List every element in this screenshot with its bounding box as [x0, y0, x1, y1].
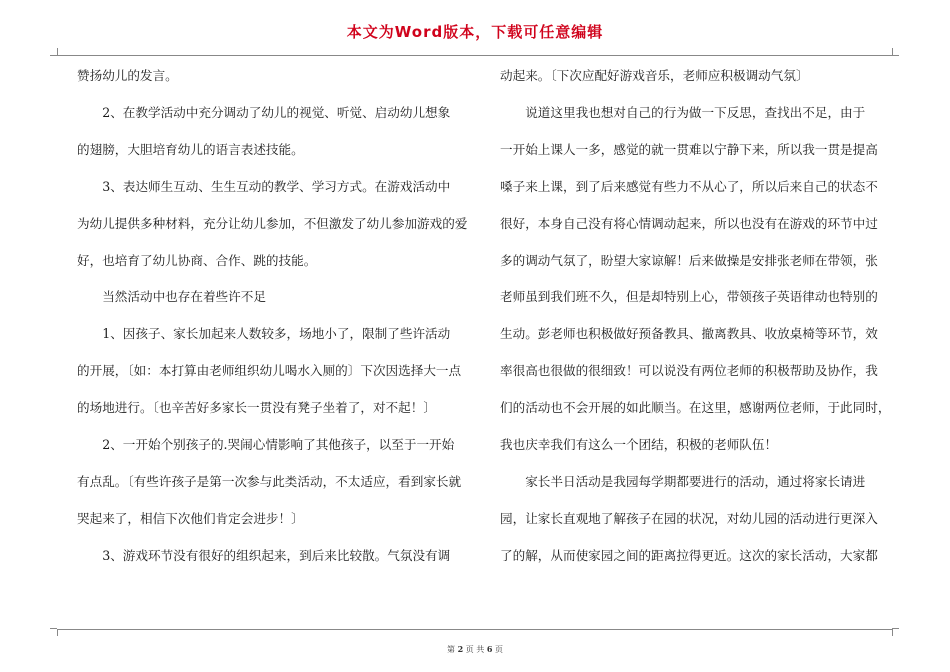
- footer-page-number: 2: [457, 644, 464, 654]
- download-banner: 本文为Word版本，下载可任意编辑: [346, 23, 604, 41]
- text-line: 的开展，〔如：本打算由老师组织幼儿喝水入厕的〕下次因选择大一点: [77, 363, 462, 379]
- text-line: 我也庆幸我们有这么一个团结，积极的老师队伍！: [500, 437, 778, 453]
- text-line: 的场地进行。〔也辛苦好多家长一贯没有凳子坐着了，对不起！〕: [77, 400, 436, 416]
- crop-mark-tl-v: [57, 48, 58, 55]
- crop-mark-bl-v: [57, 629, 58, 636]
- crop-mark-br-v: [892, 629, 893, 636]
- footer-prefix: 第: [447, 645, 456, 654]
- text-line: 生动。彭老师也积极做好预备教具、撤离教具、收放桌椅等环节，效: [500, 326, 878, 342]
- text-line: 当然活动中也存在着些许不足: [102, 289, 266, 305]
- text-line: 赞扬幼儿的发言。: [77, 68, 178, 83]
- text-line: 很好，本身自己没有将心情调动起来，所以也没有在游戏的环节中过: [500, 215, 878, 231]
- text-line: 家长半日活动是我园每学期都要进行的活动，通过将家长请进: [525, 473, 866, 489]
- text-line: 2、一开始个别孩子的.哭闹心情影响了其他孩子，以至于一开始: [102, 437, 455, 453]
- text-line: 有点乱。〔有些许孩子是第一次参与此类活动，不太适应，看到家长就: [77, 473, 462, 489]
- left-column: [77, 58, 468, 575]
- text-line: 1、因孩子、家长加起来人数较多，场地小了，限制了些许活动: [102, 326, 451, 342]
- footer-total-pages: 6: [486, 644, 493, 654]
- footer-middle: 页 共: [465, 645, 485, 654]
- text-line: 好，也培育了幼儿协商、合作、跳的技能。: [77, 252, 317, 268]
- text-line: 3、游戏环节没有很好的组织起来，到后来比较散。气氛没有调: [102, 547, 451, 563]
- text-line: 了的解，从而使家园之间的距离拉得更近。这次的家长活动，大家都: [500, 547, 878, 563]
- text-line: 哭起来了，相信下次他们肯定会进步！〕: [77, 510, 304, 526]
- crop-mark-tr-v: [892, 48, 893, 55]
- right-column: [500, 58, 891, 575]
- text-line: 老师虽到我们班不久，但是却特别上心，带领孩子英语律动也特别的: [500, 289, 878, 305]
- crop-mark-tl: [50, 55, 57, 56]
- text-line: 嗓子来上课，到了后来感觉有些力不从心了，所以后来自己的状态不: [500, 178, 878, 194]
- text-line: 3、表达师生互动、生生互动的教学、学习方式。在游戏活动中: [102, 178, 451, 194]
- text-line: 为幼儿提供多种材料，充分让幼儿参加，不但激发了幼儿参加游戏的爱: [77, 215, 468, 231]
- text-line: 率很高也很做的很细致！可以说没有两位老师的积极帮助及协作，我: [500, 363, 878, 379]
- text-line: 说道这里我也想对自己的行为做一下反思，查找出不足，由于: [525, 104, 866, 120]
- page-footer: [0, 644, 950, 655]
- text-line: 们的活动也不会开展的如此顺当。在这里，感谢两位老师，于此同时，: [500, 400, 891, 416]
- text-line: 多的调动气氛了，盼望大家谅解！后来做操是安排张老师在带领，张: [500, 252, 878, 268]
- text-line: 的翅膀，大胆培育幼儿的语言表述技能。: [77, 141, 304, 157]
- text-line: 一开始上课人一多，感觉的就一贯难以宁静下来，所以我一贯是提高: [500, 141, 878, 157]
- crop-mark-bl: [50, 628, 57, 629]
- text-line: 园，让家长直观地了解孩子在园的状况，对幼儿园的活动进行更深入: [500, 510, 878, 526]
- crop-mark-br: [892, 628, 899, 629]
- text-line: 动起来。〔下次应配好游戏音乐，老师应积极调动气氛〕: [500, 68, 809, 83]
- crop-mark-tr: [892, 55, 899, 56]
- text-line: 2、在教学活动中充分调动了幼儿的视觉、听觉、启动幼儿想象: [102, 104, 451, 120]
- footer-suffix: 页: [494, 645, 503, 654]
